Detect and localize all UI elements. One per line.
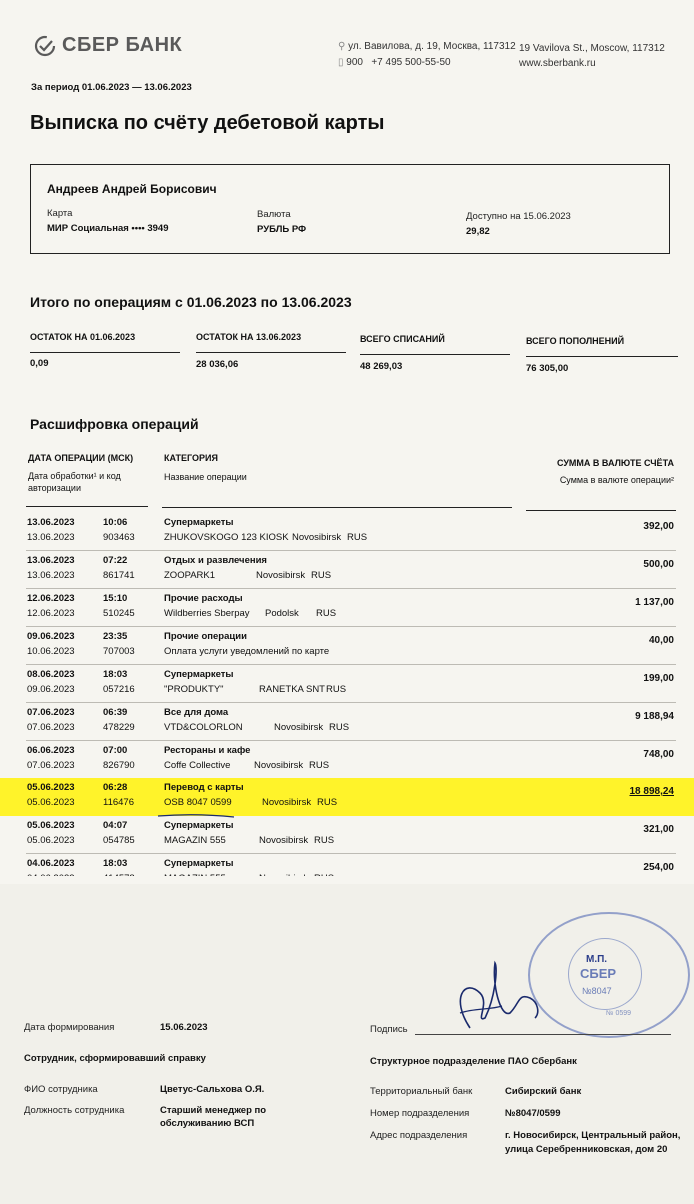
division-address-value-1: г. Новосибирск, Центральный район,	[505, 1130, 681, 1141]
table-row: 06.06.2023 07:00 Рестораны и кафе 07.06.2023 826790 Coffe Collective Novosibirsk RUS 748,00	[27, 745, 674, 771]
sber-logo-icon	[34, 35, 56, 57]
total-start-label: ОСТАТОК НА 01.06.2023	[30, 332, 136, 342]
table-row: 13.06.2023 10:06 Супермаркеты 13.06.2023 903463 ZHUKOVSKOGO 123 KIOSK Novosibirsk RUS 392,00	[27, 517, 674, 543]
page-title: Выписка по счёту дебетовой карты	[30, 112, 385, 134]
employee-fio-value: Цветус-Сальхова О.Я.	[160, 1084, 265, 1095]
stamp-mp: М.П.	[586, 954, 608, 965]
available-value: 29,82	[466, 226, 490, 237]
employee-position-value-2: обслуживанию ВСП	[160, 1118, 255, 1129]
bank-phones: ▯ 900 +7 495 500-55-50	[338, 57, 451, 68]
available-label: Доступно на 15.06.2023	[466, 211, 571, 222]
total-end-value: 28 036,06	[196, 359, 239, 370]
total-credit-value: 76 305,00	[526, 363, 569, 374]
total-debit-label: ВСЕГО СПИСАНИЙ	[360, 334, 445, 344]
table-row: 09.06.2023 23:35 Прочие операции 10.06.2023 707003 Оплата услуги уведомлений по карте 40,00	[27, 631, 674, 657]
bank-address-en: 19 Vavilova St., Moscow, 117312	[519, 43, 665, 54]
territorial-bank-value: Сибирский банк	[505, 1086, 582, 1097]
employee-fio-label: ФИО сотрудника	[24, 1084, 98, 1095]
holder-box	[30, 164, 670, 254]
bank-address-ru: ⚲ ул. Вавилова, д. 19, Москва, 117312	[338, 41, 516, 52]
formed-date-label: Дата формирования	[24, 1022, 115, 1033]
bank-name: СБЕР БАНК	[62, 34, 183, 56]
table-row: 13.06.2023 07:22 Отдых и развлечения 13.06.2023 861741 ZOOPARK1 Novosibirsk RUS 500,00	[27, 555, 674, 581]
territorial-bank-label: Территориальный банк	[370, 1086, 473, 1097]
division-address-value-2: улица Серебренниковская, дом 20	[505, 1144, 668, 1155]
stamp-brand: СБЕР	[580, 966, 617, 981]
col-amount-header: СУММА В ВАЛЮТЕ СЧЁТА	[556, 458, 674, 468]
stamp-number: №8047	[582, 986, 612, 996]
operations-title: Расшифровка операций	[30, 416, 199, 432]
total-start-value: 0,09	[30, 358, 49, 369]
location-pin-icon: ⚲	[338, 41, 346, 52]
sber-logo	[34, 34, 182, 57]
division-address-label: Адрес подразделения	[370, 1130, 468, 1141]
col-date-header: ДАТА ОПЕРАЦИИ (МСК)	[28, 453, 134, 463]
statement-period: За период 01.06.2023 — 13.06.2023	[31, 82, 192, 93]
division-number-label: Номер подразделения	[370, 1108, 470, 1119]
holder-name: Андреев Андрей Борисович	[47, 182, 217, 196]
table-row: 04.06.2023 18:03 Супермаркеты 254,00	[27, 858, 674, 873]
currency-value: РУБЛЬ РФ	[257, 224, 307, 235]
table-row: 05.06.2023 04:07 Супермаркеты 05.06.2023 054785 MAGAZIN 555 Novosibirsk RUS 321,00	[27, 820, 674, 846]
total-debit-value: 48 269,03	[360, 361, 403, 372]
table-row: 08.06.2023 18:03 Супермаркеты 09.06.2023 057216 "PRODUKTY" RANETKA SNT RUS 199,00	[27, 669, 674, 695]
bank-website: www.sberbank.ru	[519, 58, 596, 69]
division-title: Структурное подразделение ПАО Сбербанк	[370, 1056, 577, 1067]
card-label: Карта	[47, 208, 73, 219]
card-value: МИР Социальная •••• 3949	[47, 223, 169, 234]
signature-line	[415, 1034, 671, 1035]
formed-date-value: 15.06.2023	[160, 1022, 208, 1033]
col-amount-sub: Сумма в валюте операции²	[559, 475, 674, 485]
totals-title: Итого по операциям с 01.06.2023 по 13.06.2023	[30, 294, 352, 310]
col-category-header: КАТЕГОРИЯ	[164, 453, 218, 463]
signature-label: Подпись	[370, 1024, 408, 1035]
employee-position-value-1: Старший менеджер по	[160, 1105, 267, 1116]
col-date-sub: Дата обработки¹ и код авторизации	[28, 471, 121, 493]
stamp-sub-number: № 0599	[606, 1010, 632, 1017]
col-category-sub: Название операции	[164, 472, 247, 482]
division-number-value: №8047/0599	[505, 1108, 561, 1119]
phone-icon: ▯	[338, 57, 344, 68]
total-credit-label: ВСЕГО ПОПОЛНЕНИЙ	[526, 336, 625, 346]
table-row: 12.06.2023 15:10 Прочие расходы 12.06.2023 510245 Wildberries Sberpay Podolsk RUS 1 137,00	[27, 593, 674, 619]
employee-position-label: Должность сотрудника	[24, 1105, 125, 1116]
table-row-highlighted: 05.06.2023 06:28 Перевод с карты 05.06.2023 116476 OSB 8047 0599 Novosibirsk RUS 18 898,24	[0, 778, 694, 816]
employee-section-title: Сотрудник, сформировавший справку	[24, 1053, 206, 1064]
currency-label: Валюта	[257, 209, 291, 220]
total-end-label: ОСТАТОК НА 13.06.2023	[196, 332, 302, 342]
table-row: 07.06.2023 06:39 Все для дома 07.06.2023 478229 VTD&COLORLON Novosibirsk RUS 9 188,94	[27, 707, 674, 733]
